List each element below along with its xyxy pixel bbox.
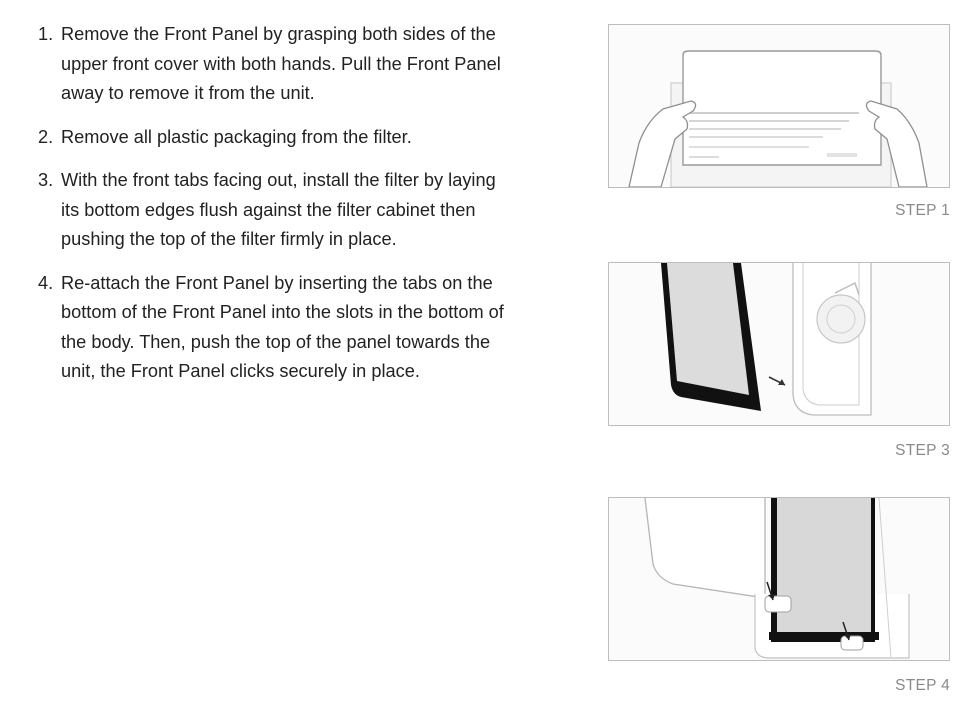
instruction-steps (38, 20, 518, 401)
step-number: 2. (38, 126, 54, 147)
step-text: Re-attach the Front Panel by inserting the tabs on the bottom of the Front Panel into the slots in the bottom of the body. Then, push the top of the panel towards the unit, the Front Panel clicks securely in place. (61, 272, 504, 381)
figure-step-4 (608, 497, 950, 699)
step-4-caption: STEP 4 (895, 677, 950, 694)
instruction-step-3 (38, 166, 518, 255)
step-4-illustration (608, 497, 950, 661)
step-number: 3. (38, 170, 54, 190)
instruction-step-1 (38, 20, 518, 109)
step-number: 4. (38, 272, 54, 293)
step-text: Remove all plastic packaging from the filter. (61, 126, 412, 147)
figure-step-3 (608, 262, 950, 464)
step-1-illustration (608, 24, 950, 188)
hands-removing-panel-image (609, 25, 949, 187)
reattaching-panel-image (609, 498, 949, 660)
step-text: With the front tabs facing out, install the filter by laying its bottom edges flush against the filter cabinet then pushing the top of the filter firmly in place. (61, 170, 496, 249)
step-number: 1. (38, 24, 54, 44)
installing-filter-image (609, 263, 949, 425)
step-text: Remove the Front Panel by grasping both sides of the upper front cover with both hands. Pull the Front Panel away to remove it from the unit. (61, 24, 501, 103)
instruction-step-4 (38, 269, 518, 387)
figure-step-1 (608, 24, 950, 224)
step-3-caption: STEP 3 (895, 442, 950, 459)
step-3-illustration (608, 262, 950, 426)
instruction-step-2 (38, 123, 518, 153)
step-1-caption: STEP 1 (895, 202, 950, 219)
